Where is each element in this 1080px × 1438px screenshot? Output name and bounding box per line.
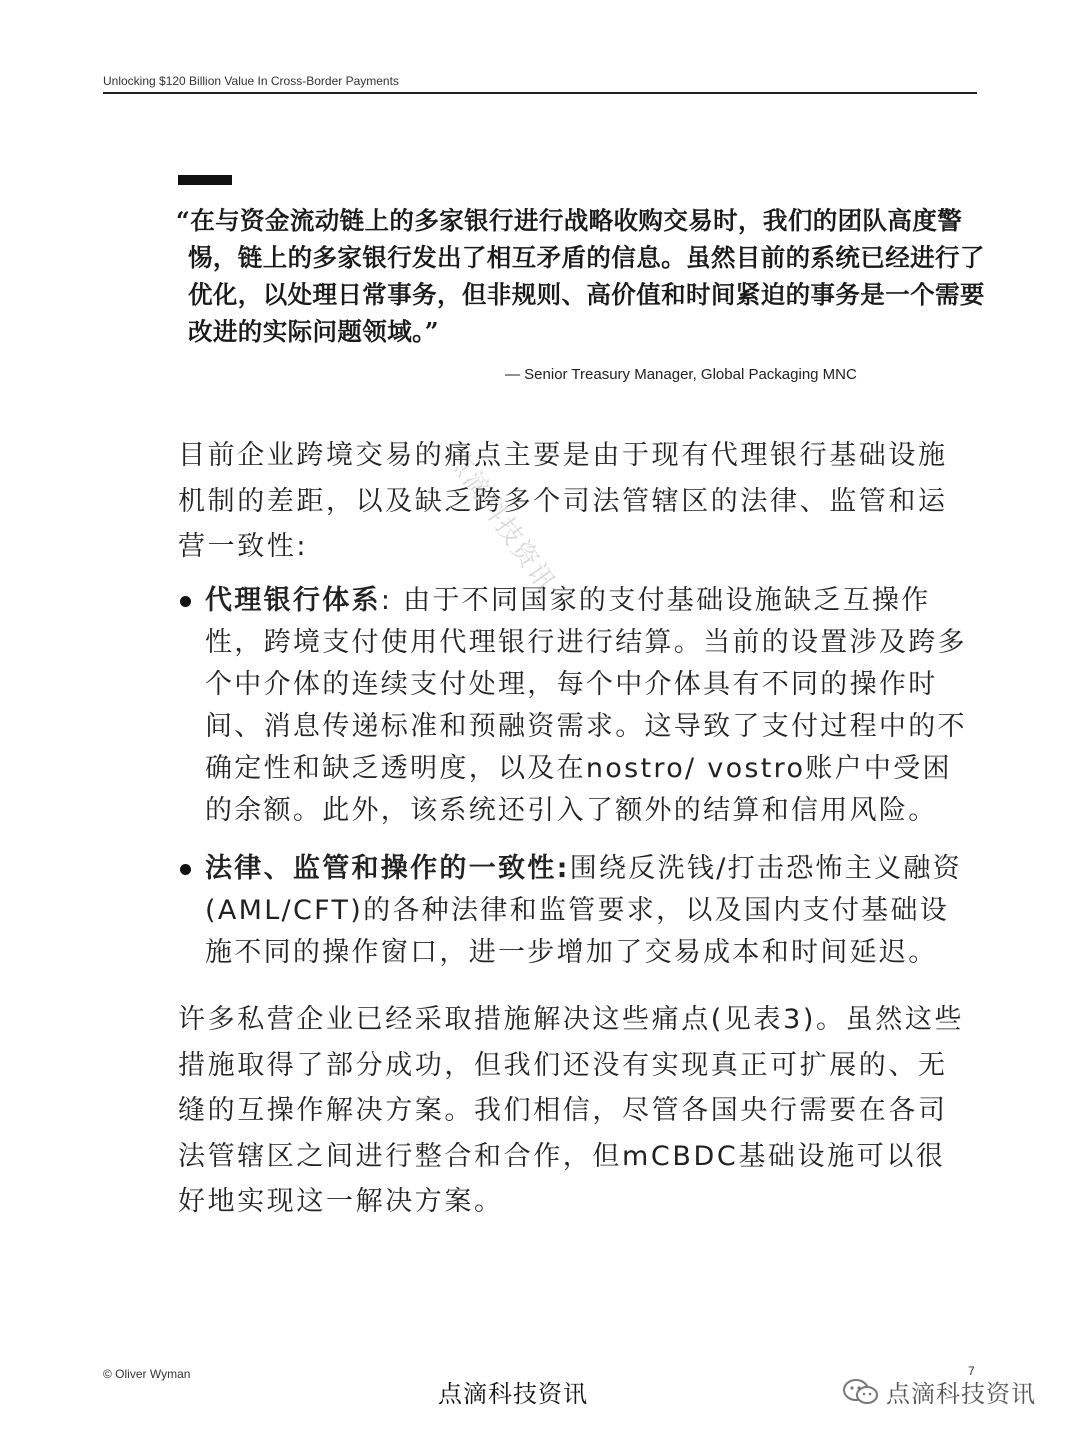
bullet-dot-icon (180, 864, 191, 875)
body-paragraph-conclusion: 许多私营企业已经采取措施解决这些痛点(见表3)。虽然这些措施取得了部分成功，但我们还没有实现真正可扩展的、无缝的互操作解决方案。我们相信，尽管各国央行需要在各司法管辖区之间进行整合和合作，但mCBDC基础设施可以很好地实现这一解决方案。 (178, 1004, 965, 1217)
bullet-list (178, 580, 973, 974)
running-header: Unlocking $120 Billion Value In Cross-Border Payments (103, 74, 399, 88)
bullet-item (178, 580, 973, 832)
brand-text: 点滴科技资讯 (886, 1380, 1036, 1408)
quote-close-mark: ” (424, 317, 439, 346)
bullet-dot-icon (180, 596, 191, 607)
quote-accent-bar (178, 175, 232, 185)
brand-badge (842, 1374, 1036, 1409)
watermark: 点滴科技资讯 (440, 443, 562, 599)
header-divider (103, 92, 977, 94)
footer-copyright: © Oliver Wyman (103, 1367, 191, 1381)
bullet-item (178, 848, 973, 974)
quote-attribution: — Senior Treasury Manager, Global Packaging MNC (505, 366, 857, 383)
page-number: 7 (968, 1364, 975, 1378)
pull-quote (176, 202, 988, 350)
bullet-term: 法律、监管和操作的一致性: (205, 853, 570, 884)
quote-open-mark: “ (176, 206, 191, 235)
bullet-text: : 由于不同国家的支付基础设施缺乏互操作性，跨境支付使用代理银行进行结算。当前的设置涉及跨多个中介体的连续支付处理，每个中介体具有不同的操作时间、消息传递标准和预融资需求。这导致了支付过程中的不确定性和缺乏透明度，以及在nostro/ vostro账户中受困的余额。此外，该系统还引入了额外的结算和信用风险。 (205, 585, 967, 826)
bullet-term: 代理银行体系 (205, 585, 381, 616)
bullet-text: 围绕反洗钱/打击恐怖主义融资(AML/CFT)的各种法律和监管要求，以及国内支付基础设施不同的操作窗口，进一步增加了交易成本和时间延迟。 (205, 853, 962, 968)
quote-text: 在与资金流动链上的多家银行进行战略收购交易时，我们的团队高度警惕，链上的多家银行发出了相互矛盾的信息。虽然目前的系统已经进行了优化，以处理日常事务，但非规则、高价值和时间紧迫的事务是一个需要改进的实际问题领域。 (188, 206, 985, 346)
footer-watermark-text: 点滴科技资讯 (438, 1380, 588, 1408)
body-paragraph-intro: 目前企业跨境交易的痛点主要是由于现有代理银行基础设施机制的差距，以及缺乏跨多个司法管辖区的法律、监管和运营一致性: (178, 440, 948, 562)
wechat-icon (842, 1378, 880, 1406)
